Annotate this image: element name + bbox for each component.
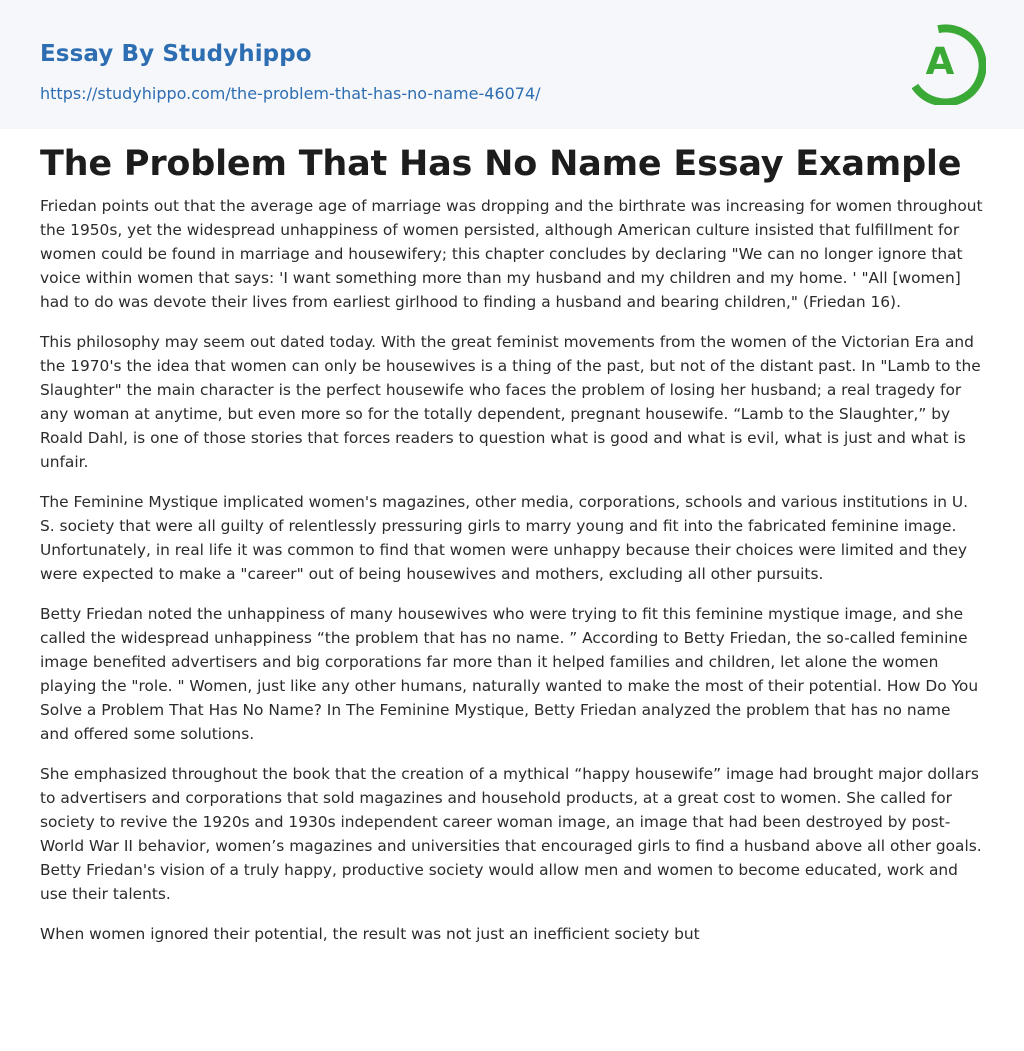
- page-title: The Problem That Has No Name Essay Example: [40, 144, 962, 184]
- paragraph-4: Betty Friedan noted the unhappiness of many housewives who were trying to fit this feminine mystique image, and she called the widespread unhappiness “the problem that has no name. ” According to Betty Friedan, the so-called feminine image benefited advertisers and big corporations far more than it helped families and children, let alone the women playing the "role. " Women, just like any other humans, naturally wanted to make the most of their potential. How Do You Solve a Problem That Has No Name? In The Feminine Mystique, Betty Friedan analyzed the problem that has no name and offered some solutions.: [40, 605, 979, 743]
- paragraph-3: The Feminine Mystique implicated women's magazines, other media, corporations, schools and various institutions in U. S. society that were all guilty of relentlessly pressuring girls to marry young and fit into the fabricated feminine image. Unfortunately, in real life it was common to find that women were unhappy because their choices were limited and they were expected to make a "career" out of being housewives and mothers, excluding all other pursuits.: [40, 493, 969, 583]
- studyhippo-logo-icon[interactable]: [912, 19, 986, 105]
- essay-body: [40, 194, 984, 962]
- site-header: [0, 0, 1024, 129]
- brand-title[interactable]: Essay By Studyhippo: [40, 41, 312, 67]
- paragraph-1: Friedan points out that the average age of marriage was dropping and the birthrate was increasing for women throughout the 1950s, yet the widespread unhappiness of women persisted, although American culture insisted that fulfillment for women could be found in marriage and housewifery; this chapter concludes by declaring "We can no longer ignore that voice within women that says: 'I want something more than my husband and my children and my home. ' "All [women] had to do was devote their lives from earliest girlhood to finding a husband and bearing children," (Friedan 16).: [40, 197, 983, 311]
- paragraph-5: She emphasized throughout the book that the creation of a mythical “happy housewife” image had brought major dollars to advertisers and corporations that sold magazines and household products, at a great cost to women. She called for society to revive the 1920s and 1930s independent career woman image, an image that had been destroyed by post-World War II behavior, women’s magazines and universities that encouraged girls to find a husband above all other goals. Betty Friedan's vision of a truly happy, productive society would allow men and women to become educated, work and use their talents.: [40, 765, 982, 903]
- paragraph-2: This philosophy may seem out dated today. With the great feminist movements from the women of the Victorian Era and the 1970's the idea that women can only be housewives is a thing of the past, but not of the distant past. In "Lamb to the Slaughter" the main character is the perfect housewife who faces the problem of losing her husband; a real tragedy for any woman at anytime, but even more so for the totally dependent, pregnant housewife. “Lamb to the Slaughter,” by Roald Dahl, is one of those stories that forces readers to question what is good and what is evil, what is just and what is unfair.: [40, 333, 981, 471]
- source-url-link[interactable]: https://studyhippo.com/the-problem-that-has-no-name-46074/: [40, 84, 541, 103]
- logo-letter: A: [925, 40, 955, 83]
- paragraph-6: When women ignored their potential, the result was not just an inefficient society but: [40, 925, 700, 943]
